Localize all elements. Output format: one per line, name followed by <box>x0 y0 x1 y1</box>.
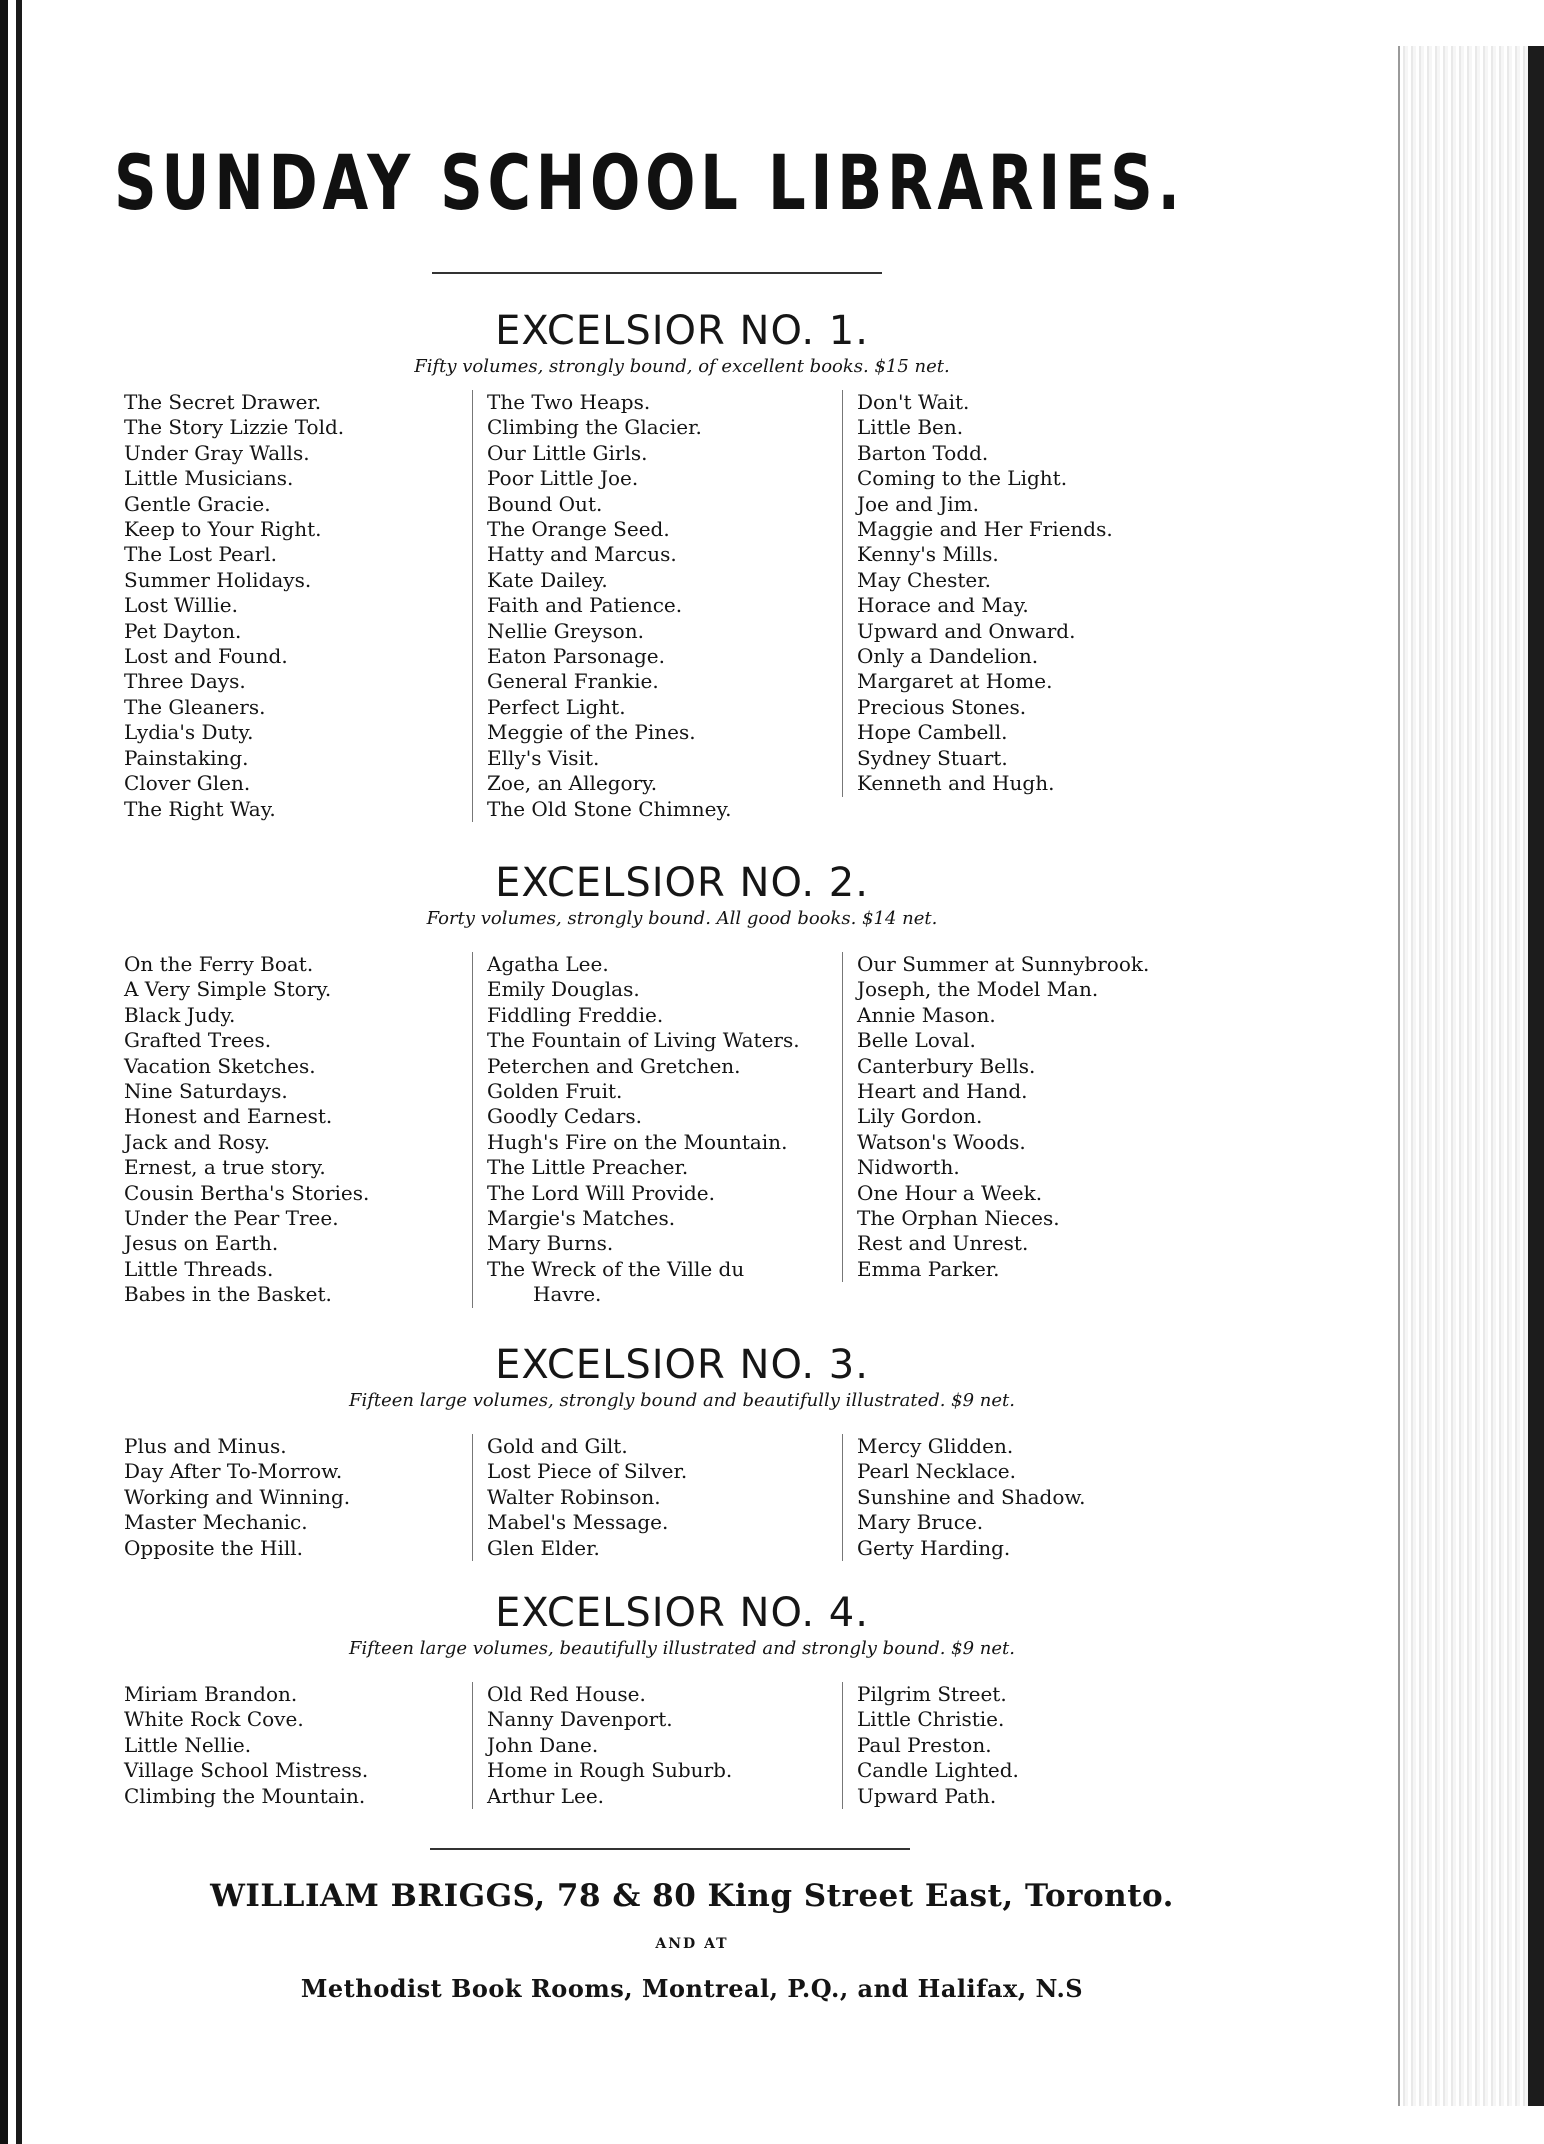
branch-locations: Methodist Book Rooms, Montreal, P.Q., and Halifax, N.S <box>300 1974 1084 2003</box>
book-title: Our Summer at Sunnybrook. <box>857 952 1150 976</box>
book-title: Village School Mistress. <box>124 1758 369 1783</box>
book-title: Upward and Onward. <box>857 618 1076 643</box>
book-title: Faith and Patience. <box>487 593 683 618</box>
book-title: The Fountain of Living Waters. <box>487 1028 800 1053</box>
book-title: Sunshine and Shadow. <box>857 1484 1086 1509</box>
book-title: White Rock Cove. <box>124 1707 304 1732</box>
book-title: Lost and Found. <box>124 644 288 669</box>
book-title: Lost Willie. <box>124 593 238 618</box>
book-title: Under the Pear Tree. <box>124 1206 339 1231</box>
book-title: Goodly Cedars. <box>487 1104 642 1129</box>
book-title: Day After To-Morrow. <box>124 1459 343 1484</box>
book-title: Bound Out. <box>487 491 603 516</box>
book-title: Kenneth and Hugh. <box>857 771 1055 796</box>
book-title: Upward Path. <box>857 1783 997 1808</box>
book-title: Pilgrim Street. <box>857 1682 1007 1706</box>
book-title: Black Judy. <box>124 1002 236 1027</box>
book-title: Lydia's Duty. <box>124 720 254 745</box>
book-title: Jack and Rosy. <box>124 1129 270 1154</box>
book-column-1 <box>124 1682 368 1809</box>
book-title: Hugh's Fire on the Mountain. <box>487 1129 788 1154</box>
book-title: Canterbury Bells. <box>857 1053 1036 1078</box>
section-heading: EXCELSIOR NO. 3. <box>495 1342 869 1388</box>
book-title: Agatha Lee. <box>487 952 609 976</box>
book-title: Watson's Woods. <box>857 1129 1026 1154</box>
and-at-label: AND AT <box>655 1936 729 1952</box>
section-excelsior-1 <box>32 308 1396 868</box>
book-column-3 <box>842 1434 1086 1561</box>
book-title: Paul Preston. <box>857 1732 992 1757</box>
book-title: Precious Stones. <box>857 694 1027 719</box>
book-title: Our Little Girls. <box>487 440 648 465</box>
book-title: Little Musicians. <box>124 466 294 491</box>
book-title: Walter Robinson. <box>487 1484 661 1509</box>
book-title: Lost Piece of Silver. <box>487 1459 688 1484</box>
book-title: The Wreck of the Ville du <box>487 1256 745 1281</box>
book-title: One Hour a Week. <box>857 1180 1043 1205</box>
book-title: Peterchen and Gretchen. <box>487 1053 741 1078</box>
book-title: John Dane. <box>487 1732 599 1757</box>
section-heading: EXCELSIOR NO. 2. <box>495 860 869 906</box>
book-title: The Little Preacher. <box>487 1155 689 1180</box>
book-title: Opposite the Hill. <box>124 1535 304 1560</box>
book-title: Three Days. <box>124 669 246 694</box>
book-title: Clover Glen. <box>124 771 251 796</box>
book-title: Pearl Necklace. <box>857 1459 1017 1484</box>
book-title: Working and Winning. <box>124 1484 351 1509</box>
book-column-1 <box>124 390 344 822</box>
book-title: On the Ferry Boat. <box>124 952 314 976</box>
book-title: Golden Fruit. <box>487 1079 623 1104</box>
book-title: Vacation Sketches. <box>124 1053 316 1078</box>
book-title: General Frankie. <box>487 669 659 694</box>
book-title: Candle Lighted. <box>857 1758 1019 1783</box>
book-title: Master Mechanic. <box>124 1510 308 1535</box>
book-title: Annie Mason. <box>857 1002 996 1027</box>
section-excelsior-4 <box>32 1590 1396 1830</box>
book-title: Climbing the Mountain. <box>124 1783 366 1808</box>
section-description: Forty volumes, strongly bound. All good books. $14 net. <box>426 908 938 929</box>
book-title: Hope Cambell. <box>857 720 1008 745</box>
book-title: Plus and Minus. <box>124 1434 287 1458</box>
book-title: Gold and Gilt. <box>487 1434 628 1458</box>
book-title: The Two Heaps. <box>487 390 651 414</box>
book-title: Eaton Parsonage. <box>487 644 665 669</box>
book-title: Don't Wait. <box>857 390 970 414</box>
section-heading: EXCELSIOR NO. 4. <box>495 1590 869 1636</box>
book-title: Jesus on Earth. <box>124 1231 279 1256</box>
book-title: Mercy Glidden. <box>857 1434 1014 1458</box>
book-title: Old Red House. <box>487 1682 646 1706</box>
book-title: Margaret at Home. <box>857 669 1053 694</box>
book-title-continued: Havre. <box>533 1282 602 1307</box>
book-title: The Secret Drawer. <box>124 390 322 414</box>
book-title: The Lost Pearl. <box>124 542 278 567</box>
book-title: Gentle Gracie. <box>124 491 271 516</box>
scan-left-edge <box>0 0 30 2144</box>
book-title: Barton Todd. <box>857 440 989 465</box>
book-title: Maggie and Her Friends. <box>857 517 1113 542</box>
book-title: Honest and Earnest. <box>124 1104 333 1129</box>
book-column-1 <box>124 952 369 1308</box>
book-title: Glen Elder. <box>487 1535 600 1560</box>
book-title: Nanny Davenport. <box>487 1707 673 1732</box>
book-title: Under Gray Walls. <box>124 440 310 465</box>
book-title: Summer Holidays. <box>124 567 312 592</box>
book-title: Nine Saturdays. <box>124 1079 288 1104</box>
book-title: Little Christie. <box>857 1707 1005 1732</box>
bottom-divider <box>430 1848 910 1850</box>
book-column-3 <box>842 952 1149 1282</box>
top-divider <box>432 272 882 274</box>
book-title: The Lord Will Provide. <box>487 1180 715 1205</box>
book-title: The Gleaners. <box>124 694 266 719</box>
book-title: The Story Lizzie Told. <box>124 415 345 440</box>
book-column-3 <box>842 1682 1019 1809</box>
book-title: Keep to Your Right. <box>124 517 322 542</box>
book-title: May Chester. <box>857 567 991 592</box>
section-description: Fifteen large volumes, beautifully illustrated and strongly bound. $9 net. <box>348 1638 1016 1659</box>
book-title: Mabel's Message. <box>487 1510 669 1535</box>
book-title: The Old Stone Chimney. <box>487 796 732 821</box>
book-title: The Orphan Nieces. <box>857 1206 1060 1231</box>
book-column-3 <box>842 390 1113 797</box>
book-title: Joseph, the Model Man. <box>857 977 1099 1002</box>
book-title: Little Ben. <box>857 415 964 440</box>
book-title: Rest and Unrest. <box>857 1231 1029 1256</box>
section-excelsior-2 <box>32 860 1396 1350</box>
book-title: Miriam Brandon. <box>124 1682 298 1706</box>
book-title: The Right Way. <box>124 796 276 821</box>
page-title: SUNDAY SCHOOL LIBRARIES. <box>114 138 1185 227</box>
book-title: Margie's Matches. <box>487 1206 676 1231</box>
book-column-2 <box>472 1434 687 1561</box>
book-title: Belle Loval. <box>857 1028 976 1053</box>
book-title: Lily Gordon. <box>857 1104 983 1129</box>
book-title: Elly's Visit. <box>487 745 600 770</box>
book-title: The Orange Seed. <box>487 517 670 542</box>
book-title: Horace and May. <box>857 593 1029 618</box>
book-title: A Very Simple Story. <box>124 977 332 1002</box>
book-title: Joe and Jim. <box>857 491 979 516</box>
book-title: Arthur Lee. <box>487 1783 605 1808</box>
book-title: Mary Bruce. <box>857 1510 984 1535</box>
book-title: Little Threads. <box>124 1256 274 1281</box>
book-title: Nellie Greyson. <box>487 618 644 643</box>
book-title: Kenny's Mills. <box>857 542 999 567</box>
book-title: Ernest, a true story. <box>124 1155 326 1180</box>
section-description: Fifteen large volumes, strongly bound and beautifully illustrated. $9 net. <box>348 1390 1016 1411</box>
book-title: Perfect Light. <box>487 694 626 719</box>
book-title: Mary Burns. <box>487 1231 614 1256</box>
section-heading: EXCELSIOR NO. 1. <box>495 308 869 354</box>
book-title: Meggie of the Pines. <box>487 720 696 745</box>
book-title: Painstaking. <box>124 745 249 770</box>
book-title: Home in Rough Suburb. <box>487 1758 733 1783</box>
book-title: Heart and Hand. <box>857 1079 1028 1104</box>
book-title: Climbing the Glacier. <box>487 415 702 440</box>
book-title: Emma Parker. <box>857 1256 1000 1281</box>
book-title: Hatty and Marcus. <box>487 542 677 567</box>
book-title: Cousin Bertha's Stories. <box>124 1180 370 1205</box>
scan-page-stack-edge <box>1398 46 1544 2106</box>
section-description: Fifty volumes, strongly bound, of excellent books. $15 net. <box>414 356 950 377</box>
book-title: Sydney Stuart. <box>857 745 1008 770</box>
book-title: Kate Dailey. <box>487 567 608 592</box>
book-column-2 <box>472 952 800 1308</box>
book-title: Emily Douglas. <box>487 977 640 1002</box>
advertisement-page <box>32 30 1396 2110</box>
book-title: Fiddling Freddie. <box>487 1002 664 1027</box>
book-title: Babes in the Basket. <box>124 1282 332 1307</box>
book-title: Grafted Trees. <box>124 1028 272 1053</box>
book-title: Zoe, an Allegory. <box>487 771 658 796</box>
book-column-2 <box>472 1682 732 1809</box>
book-title: Coming to the Light. <box>857 466 1068 491</box>
book-title: Little Nellie. <box>124 1732 252 1757</box>
book-title: Poor Little Joe. <box>487 466 639 491</box>
section-excelsior-3 <box>32 1342 1396 1582</box>
book-column-1 <box>124 1434 350 1561</box>
book-title: Nidworth. <box>857 1155 960 1180</box>
publisher-address: WILLIAM BRIGGS, 78 & 80 King Street East, Toronto. <box>210 1878 1174 1914</box>
book-title: Only a Dandelion. <box>857 644 1039 669</box>
book-title: Pet Dayton. <box>124 618 242 643</box>
book-column-2 <box>472 390 731 822</box>
book-title: Gerty Harding. <box>857 1535 1011 1560</box>
